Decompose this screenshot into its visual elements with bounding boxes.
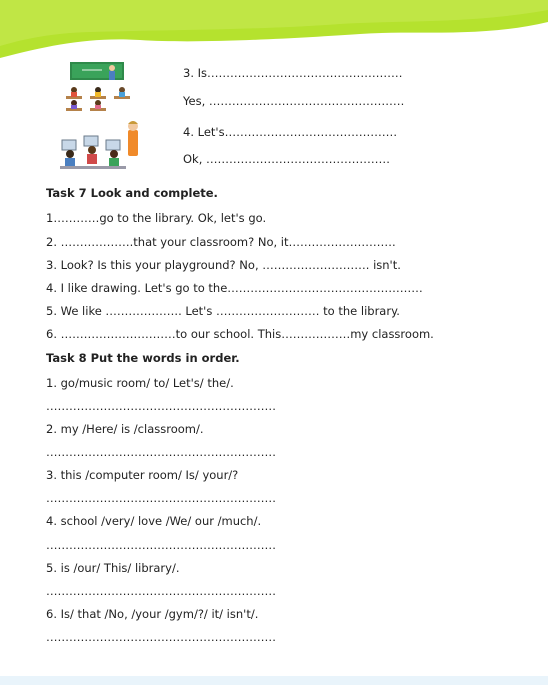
task8-item-5-answer-line[interactable]: …………………………………………………… <box>46 584 276 598</box>
exercise-3-question: 3. Is…………………………………………… <box>183 66 403 80</box>
task8-item-3-question: 3. this /computer room/ Is/ your/? <box>46 468 239 482</box>
task8-item-1-question: 1. go/music room/ to/ Let's/ the/. <box>46 376 234 390</box>
task8-item-4-question: 4. school /very/ love /We/ our /much/. <box>46 514 262 528</box>
computer-room-illustration <box>58 120 150 172</box>
task7-item-3: 3. Look? Is this your playground? No, ………………………. isn't. <box>46 258 401 272</box>
task7-item-4: 4. I like drawing. Let's go to the…………………………………………… <box>46 281 423 295</box>
task7-item-2: 2. ……………….that your classroom? No, it………………………. <box>46 235 396 249</box>
footer-band <box>0 676 548 685</box>
task7-item-6: 6. …………………………to our school. This………………my classroom. <box>46 327 434 341</box>
task7-item-5: 5. We like ……………….. Let's ……………………… to the library. <box>46 304 400 318</box>
task8-item-6-answer-line[interactable]: …………………………………………………… <box>46 630 276 644</box>
classroom-illustration <box>62 60 140 118</box>
task7-item-1: 1…………go to the library. Ok, let's go. <box>46 211 267 225</box>
task8-item-2-question: 2. my /Here/ is /classroom/. <box>46 422 204 436</box>
exercise-3-answer: Yes, …………………………………………… <box>183 94 405 108</box>
task8-item-5-question: 5. is /our/ This/ library/. <box>46 561 180 575</box>
task8-item-1-answer-line[interactable]: …………………………………………………… <box>46 399 276 413</box>
exercise-4-answer: Ok, ………………………………………… <box>183 152 391 166</box>
task8-item-2-answer-line[interactable]: …………………………………………………… <box>46 445 276 459</box>
task8-heading: Task 8 Put the words in order. <box>46 351 240 365</box>
task8-item-4-answer-line[interactable]: …………………………………………………… <box>46 538 276 552</box>
task8-item-6-question: 6. Is/ that /No, /your /gym/?/ it/ isn't/. <box>46 607 259 621</box>
exercise-4-question: 4. Let's……………………………………… <box>183 125 398 139</box>
task7-heading: Task 7 Look and complete. <box>46 186 218 200</box>
task8-item-3-answer-line[interactable]: …………………………………………………… <box>46 491 276 505</box>
